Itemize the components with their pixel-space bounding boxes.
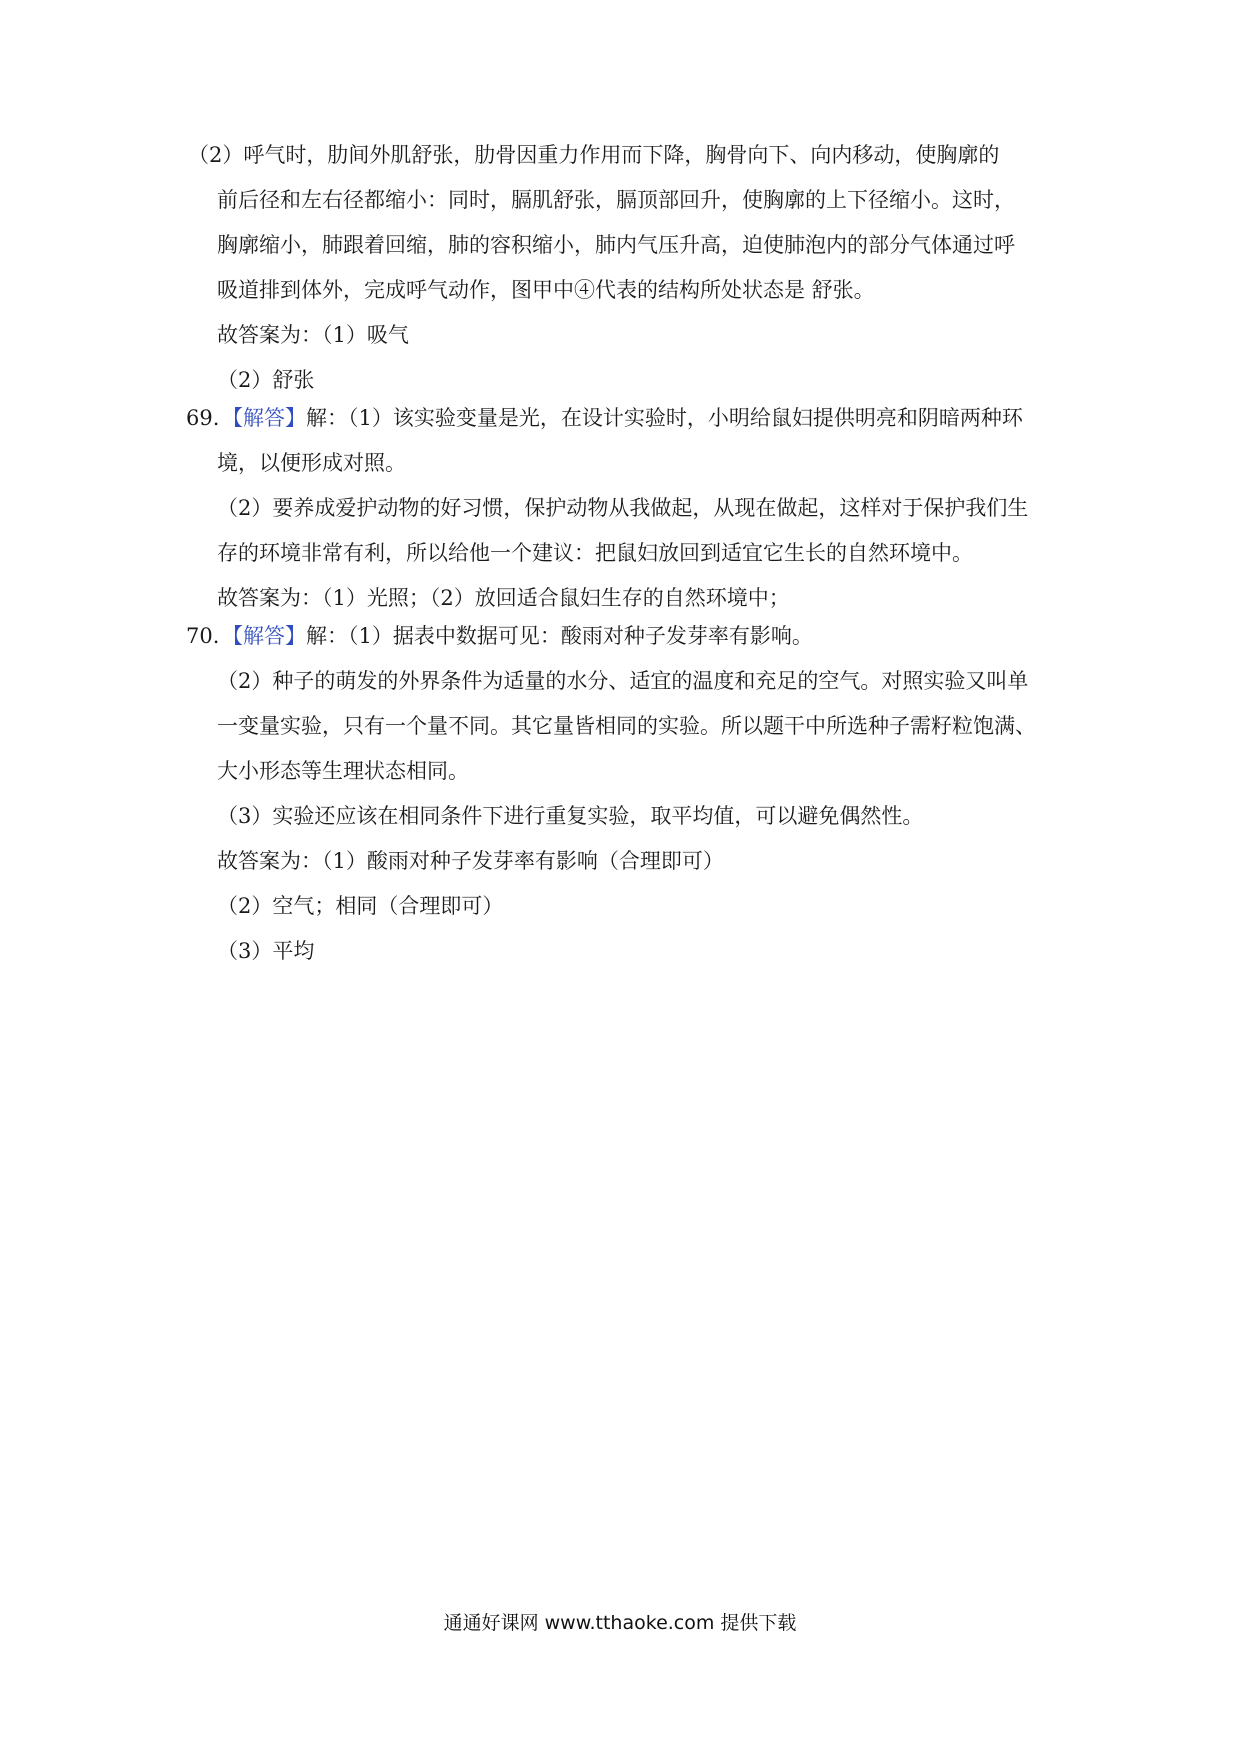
q70-number: 70. [186, 624, 220, 648]
q70-line4: 大小形态等生理状态相同。 [217, 759, 469, 783]
footer-text: 通通好课网 www.tthaoke.com 提供下载 [443, 1612, 797, 1634]
q69-line1-rest: 解：（1）该实验变量是光，在设计实验时，小明给鼠妇提供明亮和阴暗两种环 [306, 406, 1023, 430]
q69-line4: 存的环境非常有利，所以给他一个建议：把鼠妇放回到适宜它生长的自然环境中。 [217, 541, 973, 565]
block1-line3: 胸廓缩小，肺跟着回缩，肺的容积缩小，肺内气压升高，迫使肺泡内的部分气体通过呼 [217, 233, 1015, 257]
q70-line1 [222, 621, 813, 651]
block1-line4: 吸道排到体外，完成呼气动作，图甲中④代表的结构所处状态是 舒张。 [217, 278, 875, 302]
q69-line3: （2）要养成爱护动物的好习惯，保护动物从我做起，从现在做起，这样对于保护我们生 [217, 496, 1029, 520]
q70-answer1: 故答案为：（1）酸雨对种子发芽率有影响（合理即可） [217, 849, 724, 873]
q70-line3: 一变量实验，只有一个量不同。其它量皆相同的实验。所以题干中所选种子需籽粒饱满、 [217, 714, 1036, 738]
q69-answer: 故答案为：（1）光照；（2）放回适合鼠妇生存的自然环境中； [217, 586, 790, 610]
q70-line5: （3）实验还应该在相同条件下进行重复实验，取平均值，可以避免偶然性。 [217, 804, 924, 828]
q69-tag: 【解答】 [222, 406, 306, 430]
block1-answer2: （2）舒张 [217, 368, 315, 392]
q70-line1-rest: 解：（1）据表中数据可见：酸雨对种子发芽率有影响。 [306, 624, 813, 648]
q70-line2: （2）种子的萌发的外界条件为适量的水分、适宜的温度和充足的空气。对照实验又叫单 [217, 669, 1029, 693]
q70-answer3: （3）平均 [217, 939, 315, 963]
q69-number: 69. [186, 406, 220, 430]
block1-line1: （2）呼气时，肋间外肌舒张，肋骨因重力作用而下降，胸骨向下、向内移动，使胸廓的 [188, 143, 1000, 167]
q70-tag: 【解答】 [222, 624, 306, 648]
q69-line1 [222, 403, 1023, 433]
q70-answer2: （2）空气；相同（合理即可） [217, 894, 504, 918]
block1-line2: 前后径和左右径都缩小：同时，膈肌舒张，膈顶部回升，使胸廓的上下径缩小。这时， [217, 188, 1015, 212]
q69-line2: 境，以便形成对照。 [217, 451, 406, 475]
block1-answer-label: 故答案为：（1）吸气 [217, 323, 409, 347]
